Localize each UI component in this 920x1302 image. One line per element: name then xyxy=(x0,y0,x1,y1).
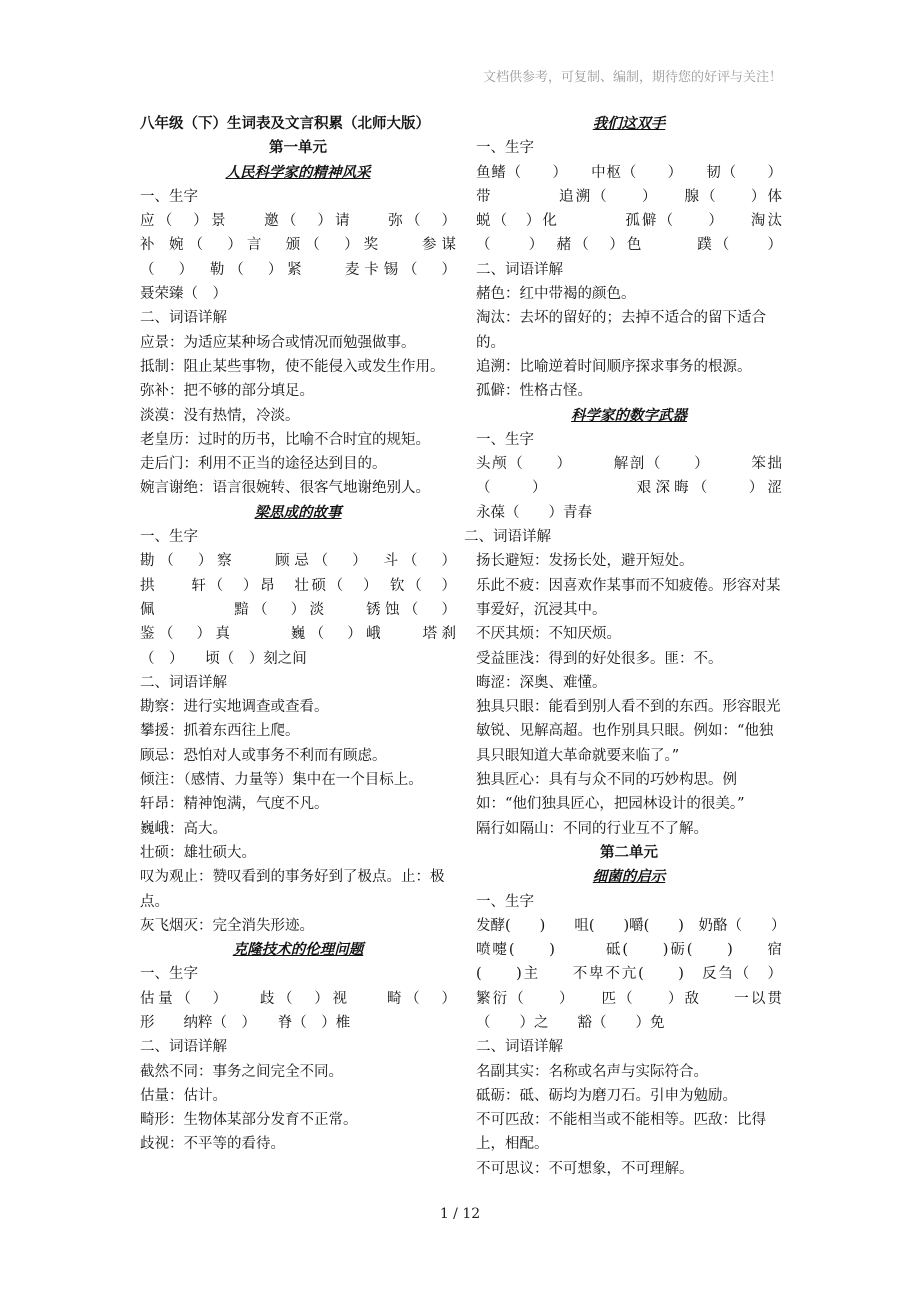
text-line: 一、生字 xyxy=(140,188,198,205)
text-line: 不可思议：不可想象，不可理解。 xyxy=(476,1160,694,1177)
vocab-line: （ ） 勒（ ）紧 麦卡锡（ ） xyxy=(140,261,456,278)
text-line: 一、生字 xyxy=(140,529,198,546)
vocab-line: 繁衍（ ） 匹（ ）敌 一以贯 xyxy=(476,990,782,1007)
vocab-line: 头颅（ ） 解剖（ ） 笨拙 xyxy=(476,456,782,473)
text-line: 二、词语详解 xyxy=(140,674,227,691)
text-line: 孤僻：性格古怪。 xyxy=(476,383,592,400)
text-line: 赭色：红中带褐的颜色。 xyxy=(476,286,636,303)
text-line: 二、词语详解 xyxy=(476,1039,563,1056)
vocab-line: （ ） 艰深晦（ ）涩 xyxy=(476,480,782,497)
text-line: 截然不同：事务之间完全不同。 xyxy=(140,1063,343,1080)
text-line: 扬长避短：发扬长处，避开短处。 xyxy=(476,553,694,570)
definition-line: 独具只眼：能看到别人看不到的东西。形容眼光敏锐、见解高超。也作别具只眼。例如：“他独具只眼知道大革命就要来临了。” xyxy=(476,699,781,764)
text-line: 估量：估计。 xyxy=(140,1087,227,1104)
text-line: 砥砺：砥、砺均为磨刀石。引申为勉励。 xyxy=(476,1087,737,1104)
unit-heading: 第二单元 xyxy=(600,843,658,861)
text-line: 晦涩：深奥、难懂。 xyxy=(476,674,607,691)
text-line: 形 纳粹（ ） 脊（ ）椎 xyxy=(140,1014,351,1031)
definition-line: 抵制：阻止某些事物，使不能侵入或发生作用。 xyxy=(140,358,445,375)
vocab-line: ( )主 不卑不亢( ) 反刍（ ） xyxy=(476,966,782,983)
text-line: 灰飞烟灭：完全消失形迹。 xyxy=(140,917,314,934)
text-line: 受益匪浅：得到的好处很多。匪：不。 xyxy=(476,650,723,667)
left-column xyxy=(140,112,456,1157)
vocab-line: 补 婉（ ）言 颁（ ）奖 参谋 xyxy=(140,237,456,254)
vocab-line: （ ） 赭（ ）色 蹼（ ） xyxy=(476,237,782,254)
text-line: 一、生字 xyxy=(476,893,534,910)
text-line: 婉言谢绝：语言很婉转、很客气地谢绝别人。 xyxy=(140,480,430,497)
definition-line: 不可匹敌：不能相当或不能相等。匹敌：比得上，相配。 xyxy=(476,1112,766,1153)
text-line: 攀援：抓着东西往上爬。 xyxy=(140,723,300,740)
definition-line: 乐此不疲：因喜欢作某事而不知疲倦。形容对某事爱好，沉浸其中。 xyxy=(476,577,781,618)
text-line: 不厌其烦：不知厌烦。 xyxy=(476,626,621,643)
text-line: 顾忌：恐怕对人或事务不利而有顾虑。 xyxy=(140,747,387,764)
vocab-line: 应（ ）景 邀（ ）请 弥（ ） xyxy=(140,213,456,230)
right-column xyxy=(464,112,786,1181)
lesson-title: 我们这双手 xyxy=(592,115,666,132)
text-line: 倾注：（感情、力量等）集中在一个目标上。 xyxy=(140,772,423,789)
text-line: 隔行如隔山：不同的行业互不了解。 xyxy=(476,820,708,837)
lesson-title: 科学家的数字武器 xyxy=(571,406,687,424)
text-line: 应景：为适应某种场合或情况而勉强做事。 xyxy=(140,334,416,351)
vocab-line: 佩 黯（ ）淡 锈蚀（ ） xyxy=(140,601,456,618)
vocab-line: 鉴（ ）真 巍（ ）峨 塔刹 xyxy=(140,626,456,643)
vocab-line: 喷嚏( ) 砥( )砺( ) 宿 xyxy=(476,942,782,959)
text-line: 走后门：利用不正当的途径达到目的。 xyxy=(140,456,387,473)
definition-line: 淘汰：去坏的留好的；去掉不适合的留下适合的。 xyxy=(476,310,766,351)
lesson-title: 细菌的启示 xyxy=(592,868,666,886)
lesson-title: 人民科学家的精神风采 xyxy=(225,163,371,181)
text-line: 二、词语详解 xyxy=(140,1039,227,1056)
lesson-title: 梁思成的故事 xyxy=(254,503,342,521)
vocab-line: 鱼鳍（ ） 中枢（ ） 韧（ ） xyxy=(476,164,782,181)
text-line: 聂荣臻（ ） xyxy=(140,286,227,303)
vocab-line: 估量（ ） 歧（ ）视 畸（ ） xyxy=(140,990,456,1007)
text-line: 二、词语详解 xyxy=(476,261,563,278)
page-number: 1 / 12 xyxy=(439,1206,481,1222)
vocab-line: 发酵( ) 咀( )嚼( ) 奶酪（ ） xyxy=(476,917,786,934)
text-line: 名副其实：名称或名声与实际符合。 xyxy=(476,1063,708,1080)
vocab-line: 拱 轩（ ）昂 壮硕（ ） 钦（ ） xyxy=(140,577,456,594)
text-line: 轩昂：精神饱满，气度不凡。 xyxy=(140,796,329,813)
vocab-line: 蜕（ ）化 孤僻（ ） 淘汰 xyxy=(476,213,782,230)
text-line: 一、生字 xyxy=(476,431,534,448)
text-line: 壮硕：雄壮硕大。 xyxy=(140,844,256,861)
document-title: 八年级（下）生词表及文言积累（北师大版） xyxy=(140,115,430,132)
lesson-title: 克隆技术的伦理问题 xyxy=(232,941,364,959)
definition-line: 独具匠心：具有与众不同的巧妙构思。例如：“他们独具匠心，把园林设计的很美。” xyxy=(476,772,745,813)
text-line: 勘察：进行实地调查或查看。 xyxy=(140,699,329,716)
text-line: 淡漠：没有热情，冷淡。 xyxy=(140,407,300,424)
text-line: 歧视：不平等的看待。 xyxy=(140,1136,285,1153)
text-line: 追溯：比喻逆着时间顺序探求事务的根源。 xyxy=(476,358,752,375)
text-line: （ ） 顷（ ）刻之间 xyxy=(140,650,307,667)
text-line: （ ）之 豁（ ）免 xyxy=(476,1014,665,1031)
text-line: 弥补：把不够的部分填足。 xyxy=(140,383,314,400)
text-line: 畸形：生物体某部分发育不正常。 xyxy=(140,1112,358,1129)
vocab-line: 带 追溯（ ） 腺（ ）体 xyxy=(476,188,782,205)
text-line: 一、生字 xyxy=(140,966,198,983)
text-line: 一、生字 xyxy=(476,140,534,157)
text-line: 二、词语详解 xyxy=(140,310,227,327)
text-line: 老皇历：过时的历书，比喻不合时宜的规矩。 xyxy=(140,431,430,448)
text-line: 永葆（ ）青春 xyxy=(476,504,592,521)
vocab-line: 勘（ ）察 顾忌（ ） 斗（ ） xyxy=(140,553,456,570)
text-line: 巍峨：高大。 xyxy=(140,820,227,837)
unit-heading: 第一单元 xyxy=(269,139,327,157)
header-note: 文档供参考，可复制、编制，期待您的好评与关注！ xyxy=(482,70,782,85)
definition-line: 叹为观止：赞叹看到的事务好到了极点。止：极点。 xyxy=(140,869,445,910)
section-heading: 二、词语详解 xyxy=(464,529,551,546)
